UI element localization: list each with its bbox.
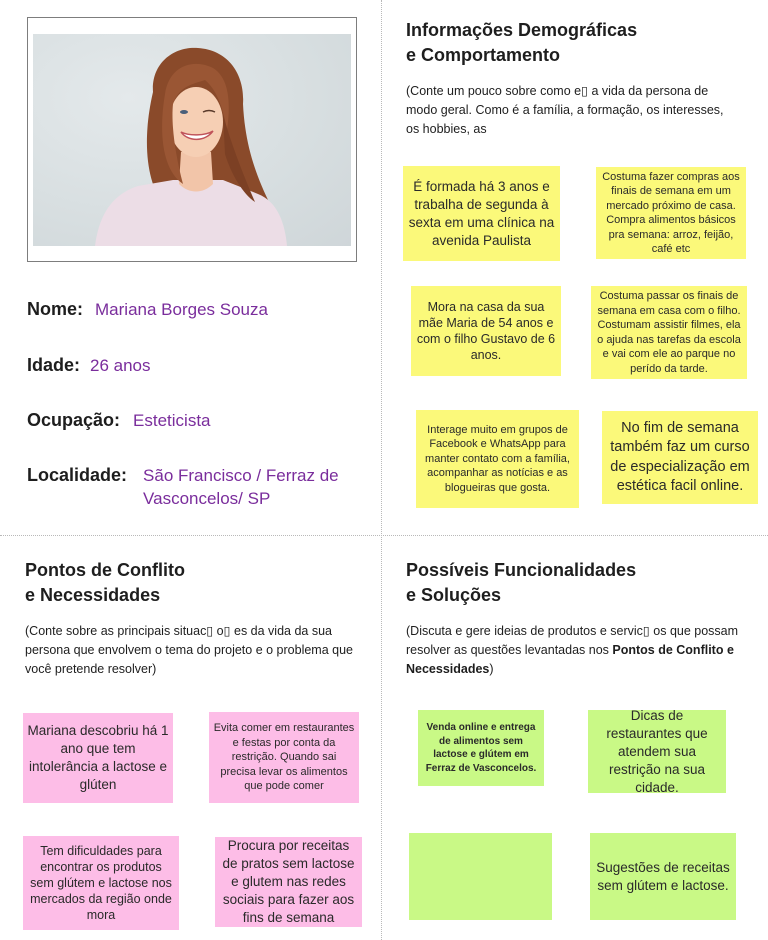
solutions-title [406,558,636,608]
field-ocupacao-label: Ocupação: [27,410,121,430]
sticky-note-demographics-5[interactable]: Interage muito em grupos de Facebook e WhatsApp para manter contato com a família, acompanhar as notícias e as blogueiras que gosta. [416,410,579,508]
solutions-title-line1: Possíveis Funcionalidades [406,560,637,580]
solutions-title-line2: e Soluções [406,585,502,605]
field-localidade [27,464,363,510]
demographics-title-line2: e Comportamento [406,45,561,65]
demographics-title-line1: Informações Demográficas [406,20,638,40]
solutions-description-bold: Pontos de Conflito e Necessidades [406,643,734,676]
sticky-note-demographics-6[interactable]: No fim de semana também faz um curso de especialização em estética facil online. [602,411,758,504]
field-nome-value: Mariana Borges Souza [95,300,268,319]
solutions-description-text: (Discuta e gere ideias de produtos e servic▯ os que possam resolver as questões levantadas nos [406,624,739,657]
solutions-description-end: ) [489,662,494,676]
field-nome [27,298,268,321]
sticky-note-conflicts-1[interactable]: Mariana descobriu há 1 ano que tem intolerância a lactose e glúten [23,713,173,803]
persona-photo [33,34,351,246]
horizontal-divider [0,535,768,536]
sticky-note-demographics-2[interactable]: Costuma fazer compras aos finais de semana em um mercado próximo de casa. Compra alimentos básicos pra semana: arroz, feijão, café etc [596,167,746,259]
sticky-note-solutions-2[interactable]: Dicas de restaurantes que atendem sua restrição na sua cidade. [588,710,726,793]
field-idade [27,354,151,377]
demographics-title [406,18,637,68]
conflicts-title-line1: Pontos de Conflito [25,560,185,580]
sticky-note-conflicts-2[interactable]: Evita comer em restaurantes e festas por conta da restrição. Quando sai precisa levar os alimentos que pode comer [209,712,359,803]
sticky-note-conflicts-4[interactable]: Procura por receitas de pratos sem lactose e glutem nas redes sociais para fazer aos fins de semana [215,837,362,927]
conflicts-title-line2: e Necessidades [25,585,161,605]
sticky-note-solutions-1[interactable]: Venda online e entrega de alimentos sem lactose e glútem em Ferraz de Vasconcelos. [418,710,544,786]
vertical-divider [381,0,382,940]
field-idade-label: Idade: [27,355,81,375]
field-ocupacao [27,409,211,432]
solutions-description [406,622,746,679]
field-nome-label: Nome: [27,299,84,319]
sticky-note-solutions-3-empty[interactable] [409,833,552,920]
persona-photo-frame [27,17,357,262]
sticky-note-demographics-3[interactable]: Mora na casa da sua mãe Maria de 54 anos e com o filho Gustavo de 6 anos. [411,286,561,376]
persona-portrait-icon [33,34,351,246]
sticky-note-demographics-1[interactable]: É formada há 3 anos e trabalha de segunda à sexta em uma clínica na avenida Paulista [403,166,560,261]
field-localidade-label: Localidade: [27,465,128,485]
field-ocupacao-value: Esteticista [133,411,211,430]
conflicts-title [25,558,185,608]
sticky-note-conflicts-3[interactable]: Tem dificuldades para encontrar os produtos sem glútem e lactose nos mercados da região onde mora [23,836,179,930]
sticky-note-solutions-4[interactable]: Sugestões de receitas sem glútem e lactose. [590,833,736,920]
conflicts-description: (Conte sobre as principais situac▯ o▯ es da vida da sua persona que envolvem o tema do projeto e o problema que você pretende resolver) [25,624,353,676]
sticky-note-demographics-4[interactable]: Costuma passar os finais de semana em casa com o filho. Costumam assistir filmes, ela o ajuda nas tarefas da escola e vai com ele ao parque no perído da tarde. [591,286,747,379]
demographics-description: (Conte um pouco sobre como e▯ a vida da persona de modo geral. Como é a família, a formação, os interesses, os hobbies, as [406,84,724,136]
field-localidade-value: São Francisco / Ferraz de Vasconcelos/ SP [143,466,339,508]
field-idade-value: 26 anos [90,356,151,375]
